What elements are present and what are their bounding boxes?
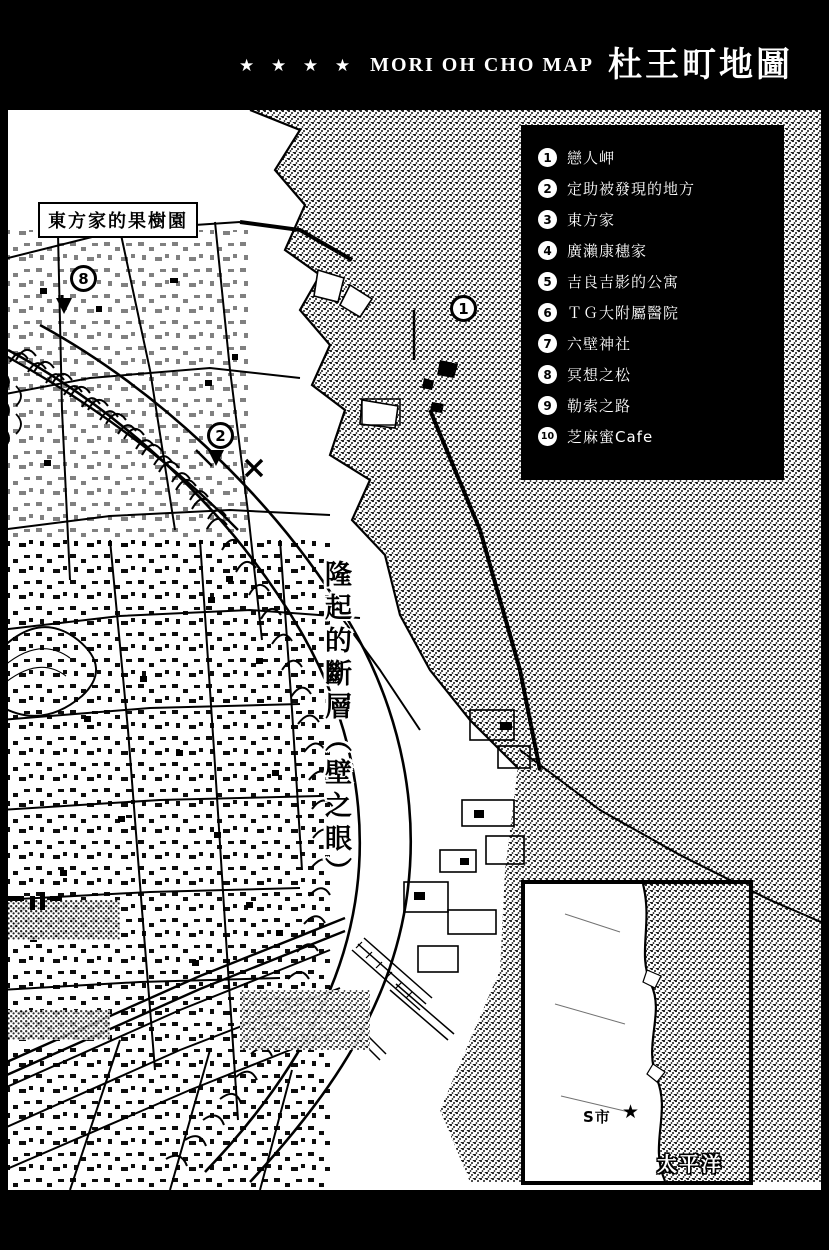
legend-label-8: 冥想之松 <box>567 366 632 384</box>
legend-item-3[interactable] <box>538 204 771 235</box>
page-header <box>0 0 829 110</box>
legend-label-1: 戀人岬 <box>567 149 616 167</box>
map-marker-1[interactable]: 1 <box>450 295 477 322</box>
inset-city-label: S市 <box>583 1108 611 1126</box>
legend-number-5: 5 <box>538 272 557 291</box>
inset-city-star-icon: ★ <box>622 1102 640 1123</box>
legend-item-5[interactable] <box>538 266 771 297</box>
legend-number-8: 8 <box>538 365 557 384</box>
orchard-label: 東方家的果樹園 <box>38 202 198 238</box>
legend-number-3: 3 <box>538 210 557 229</box>
star-rating-icon: ★ ★ ★ ★ <box>238 56 357 75</box>
legend-number-2: 2 <box>538 179 557 198</box>
map-canvas[interactable] <box>0 110 829 1190</box>
header-title-group <box>238 45 793 85</box>
legend-number-4: 4 <box>538 241 557 260</box>
legend-number-10: 10 <box>538 427 557 446</box>
legend-item-1[interactable] <box>538 142 771 173</box>
legend-label-9: 勒索之路 <box>567 397 632 415</box>
legend-label-7: 六壁神社 <box>567 335 632 353</box>
legend-number-6: 6 <box>538 303 557 322</box>
legend-label-10: 芝麻蜜Cafe <box>567 428 654 446</box>
map-marker-2[interactable]: 2 <box>207 422 234 449</box>
legend-label-6: ＴＧ大附屬醫院 <box>567 304 680 322</box>
legend-item-6[interactable] <box>538 297 771 328</box>
legend-item-7[interactable] <box>538 328 771 359</box>
legend-item-9[interactable] <box>538 390 771 421</box>
legend-item-10[interactable] <box>538 421 771 452</box>
legend-item-8[interactable] <box>538 359 771 390</box>
legend-label-4: 廣瀨康穗家 <box>567 242 648 260</box>
legend-label-5: 吉良吉影的公寓 <box>567 273 680 291</box>
page-title: 杜王町地圖 <box>608 45 793 85</box>
legend-label-3: 東方家 <box>567 211 616 229</box>
legend-number-9: 9 <box>538 396 557 415</box>
map-marker-8[interactable]: 8 <box>70 265 97 292</box>
legend-label-2: 定助被發現的地方 <box>567 180 696 198</box>
page-footer <box>0 1190 829 1250</box>
inset-map[interactable] <box>521 880 753 1185</box>
legend-number-7: 7 <box>538 334 557 353</box>
legend-panel <box>521 125 784 480</box>
romanized-title: MORI OH CHO MAP <box>370 54 594 76</box>
legend-item-2[interactable] <box>538 173 771 204</box>
inset-artwork <box>525 884 749 1181</box>
fault-label: 隆起的斷層（壁之眼） <box>320 560 351 890</box>
inset-ocean-label: 太平洋 <box>657 1152 723 1176</box>
legend-item-4[interactable] <box>538 235 771 266</box>
legend-number-1: 1 <box>538 148 557 167</box>
